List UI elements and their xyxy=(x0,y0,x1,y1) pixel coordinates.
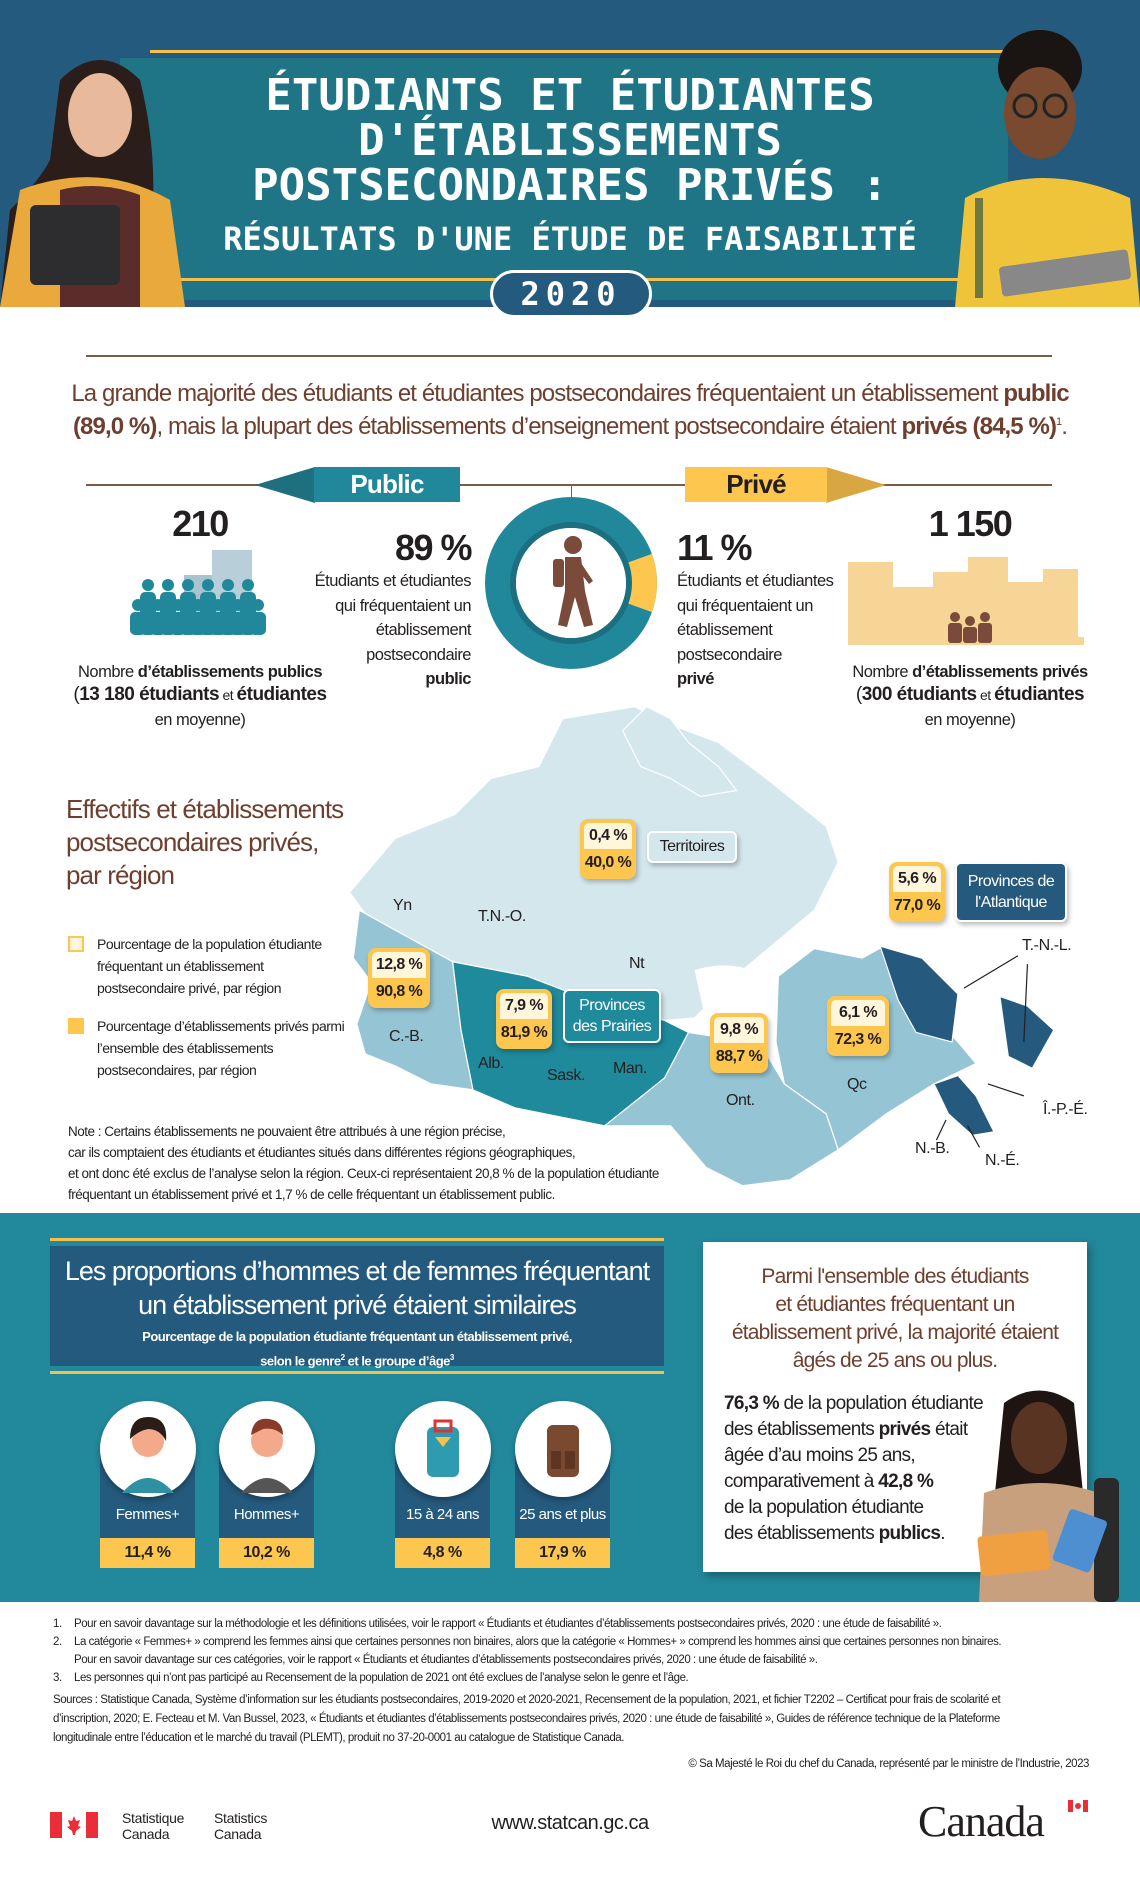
map-title: Effectifs et établissements postsecondaires privés, par région xyxy=(66,794,344,890)
callout-prairies: 7,9 % 81,9 % xyxy=(496,989,552,1049)
gender-age-title: Les proportions d’hommes et de femmes fréquentant un établissement privé étaient similaires xyxy=(64,1256,650,1320)
stat-card-label: 25 ans et plus xyxy=(519,1506,606,1523)
title-line-3: POSTSECONDAIRES PRIVÉS : xyxy=(252,160,888,211)
stat-card-value: 17,9 % xyxy=(515,1538,610,1568)
stat-card-label: Femmes+ xyxy=(115,1506,180,1523)
gender-age-subtitle: Pourcentage de la population étudiante fréquentant un établissement privé, selon le genre$^2$ et le groupe d’âge$^3$ xyxy=(142,1329,572,1369)
region-qc: Qc xyxy=(847,1076,867,1093)
region-alb: Alb. xyxy=(478,1055,504,1072)
intro-bold: (89,0 %) xyxy=(72,413,157,440)
callout-territoires: 0,4 % 40,0 % xyxy=(580,819,636,879)
region-tno: T.N.-O. xyxy=(478,908,526,925)
callout-cb: 12,8 % 90,8 % xyxy=(368,948,430,1008)
region-sask: Sask. xyxy=(547,1067,586,1084)
intro-bold: public xyxy=(1003,380,1069,407)
canada-flag-icon xyxy=(50,1812,98,1838)
public-tag: Public xyxy=(314,467,460,502)
region-ne: N.-É. xyxy=(985,1152,1020,1169)
footnote-2: La catégorie « Femmes+ » comprend les femmes ainsi que certaines personnes non binaires, alors que la catégorie « Hommes+ » comprend les hommes ainsi que certaines personnes non binaires. xyxy=(74,1636,1002,1648)
private-count-desc: Nombre d’établissements privés xyxy=(852,663,1088,681)
public-count-desc: Nombre d’établissements publics xyxy=(77,663,322,681)
public-pct: 89 % xyxy=(394,527,471,568)
private-tag: Privé xyxy=(685,467,827,502)
man-icon xyxy=(219,1401,315,1497)
title-line-2: D'ÉTABLISSEMENTS xyxy=(358,115,782,166)
private-pct: 11 % xyxy=(677,527,752,568)
region-nt: Nt xyxy=(629,955,645,972)
woman-icon xyxy=(100,1401,196,1497)
small-backpack-icon xyxy=(395,1401,491,1497)
intro-text: . xyxy=(1061,413,1068,440)
stat-card-avatar xyxy=(100,1401,196,1497)
intro-text: , mais la plupart des établissements d’enseignement postsecondaire étaient xyxy=(156,413,902,440)
footnote-number: 2. xyxy=(53,1636,62,1648)
region-cb: C.-B. xyxy=(389,1028,424,1045)
region-tnl: T.-N.-L. xyxy=(1022,937,1072,954)
title-line-1: ÉTUDIANTS ET ÉTUDIANTES xyxy=(265,70,875,121)
region-ipe: Î.-P.-É. xyxy=(1043,1101,1088,1118)
stat-card-avatar xyxy=(219,1401,315,1497)
footnote-number: 1. xyxy=(53,1618,62,1630)
public-count: 210 xyxy=(172,503,228,544)
stat-card-label: Hommes+ xyxy=(233,1506,300,1523)
region-ont: Ont. xyxy=(726,1092,755,1109)
age-summary-body: 76,3 % de la population étudiante des établissements privés était âgée d’au moins 25 ans, comparativement à 42,8 % de la population étudiante des établissements publics. xyxy=(724,1393,983,1544)
year-badge: 2020 xyxy=(490,270,652,318)
stat-card-value: 10,2 % xyxy=(219,1538,314,1568)
footnote-3: Les personnes qui n’ont pas participé au Recensement de la population de 2021 ont été exclues de l’analyse selon le genre et l’âge. xyxy=(74,1672,689,1684)
label-atlantique: Provinces de l'Atlantique xyxy=(955,862,1067,922)
legend-students: Pourcentage de la population étudiante fréquentant un établissement postsecondaire privé, par région xyxy=(97,936,322,996)
stat-card-avatar xyxy=(515,1401,611,1497)
map-note: Note : Certains établissements ne pouvaient être attribués à une région précise, car ils comptaient des étudiants et étudiantes situés dans différentes régions géographiques, et ont donc été exclus de l’analyse selon la région. Ceux-ci représentaient 20,8 % de la population étudiante fréquentant un établissement privé et 1,7 % de celle fréquentant un établissement public. xyxy=(68,1124,659,1202)
gold-rule xyxy=(50,1238,664,1241)
sources-line: longitudinale entre l’éducation et le marché du travail (PLEMT), produit no 37-20-0001 au catalogue de Statistique Canada. xyxy=(53,1732,624,1744)
region-yn: Yn xyxy=(393,897,412,914)
large-backpack-icon xyxy=(515,1401,611,1497)
legend-institutions: Pourcentage d’établissements privés parmi l’ensemble des établissements postsecondaires, par région xyxy=(97,1018,345,1078)
age-summary-heading: Parmi l'ensemble des étudiants et étudiantes fréquentant un établissement privé, la majorité étaient âgés de 25 ans ou plus. xyxy=(731,1265,1059,1372)
footnote-1: Pour en savoir davantage sur la méthodologie et les définitions utilisées, voir le rapport « Étudiants et étudiantes d’établissements postsecondaires privés, 2020 : une étude de faisabilité ». xyxy=(74,1618,942,1630)
legend-swatch-institutions xyxy=(68,1018,84,1034)
statcan-fr: Statistique Canada xyxy=(122,1810,185,1842)
footnote-2-cont: Pour en savoir davantage sur ces catégories, voir le rapport « Étudiants et étudiantes d’établissements postsecondaires privés, 2020 : une étude de faisabilité ». xyxy=(74,1654,818,1666)
stat-card-avatar xyxy=(395,1401,491,1497)
legend-swatch-students xyxy=(68,936,84,952)
private-desc: Étudiants et étudiantes qui fréquentaient un établissement postsecondaire privé xyxy=(677,572,834,688)
sources-line: Sources : Statistique Canada, Système d’information sur les étudiants postsecondaires, 2019-2020 et 2020-2021, Recensement de la population, 2021, et fichier T2202 – Certificat pour frais de scolarité et xyxy=(53,1694,1001,1706)
callout-atlantique: 5,6 % 77,0 % xyxy=(889,862,945,922)
website-link[interactable]: www.statcan.gc.ca xyxy=(491,1812,649,1834)
wordmark-flag-icon xyxy=(1068,1800,1088,1812)
map-newfoundland xyxy=(1000,996,1054,1068)
public-avg-students: (13 180 étudiants et étudiantes xyxy=(73,684,327,705)
student-photo-bottom xyxy=(964,1383,1129,1602)
footnote-ref: 1 xyxy=(1056,416,1062,428)
intro-bold: privés (84,5 %) xyxy=(901,413,1057,440)
private-count: 1 150 xyxy=(928,503,1012,544)
subtitle: RÉSULTATS D'UNE ÉTUDE DE FAISABILITÉ xyxy=(223,220,917,258)
private-avg-students: (300 étudiants et étudiantes xyxy=(855,684,1085,705)
intro-text: La grande majorité des étudiants et étudiantes postsecondaires fréquentaient un établissement xyxy=(71,380,1004,407)
stat-card-label: 15 à 24 ans xyxy=(406,1506,479,1523)
region-man: Man. xyxy=(613,1060,647,1077)
public-avg-note: en moyenne) xyxy=(154,711,246,729)
stat-card-value: 11,4 % xyxy=(100,1538,195,1568)
sources-line: d’inscription, 2020; E. Fecteau et M. Van Bussel, 2023, « Étudiants et étudiantes d’établissements postsecondaires privés, 2020 : une étude de faisabilité », Guides de référence technique de la Plateforme xyxy=(53,1713,1000,1725)
stat-card-value: 4,8 % xyxy=(395,1538,490,1568)
region-nb: N.-B. xyxy=(915,1140,950,1157)
callout-qc: 6,1 % 72,3 % xyxy=(827,996,889,1056)
copyright: © Sa Majesté le Roi du chef du Canada, représenté par le ministre de l’Industrie, 2023 xyxy=(688,1758,1089,1770)
private-avg-note: en moyenne) xyxy=(924,711,1016,729)
label-prairies: Provinces des Prairies xyxy=(563,989,661,1043)
canada-wordmark: Canada xyxy=(918,1797,1044,1846)
gold-rule xyxy=(50,1371,664,1374)
label-territoires: Territoires xyxy=(647,831,737,863)
footnote-number: 3. xyxy=(53,1672,62,1684)
callout-ont: 9,8 % 88,7 % xyxy=(710,1013,768,1073)
public-desc: Étudiants et étudiantes qui fréquentaient un établissement postsecondaire public xyxy=(314,572,471,688)
statcan-en: Statistics Canada xyxy=(214,1810,268,1842)
